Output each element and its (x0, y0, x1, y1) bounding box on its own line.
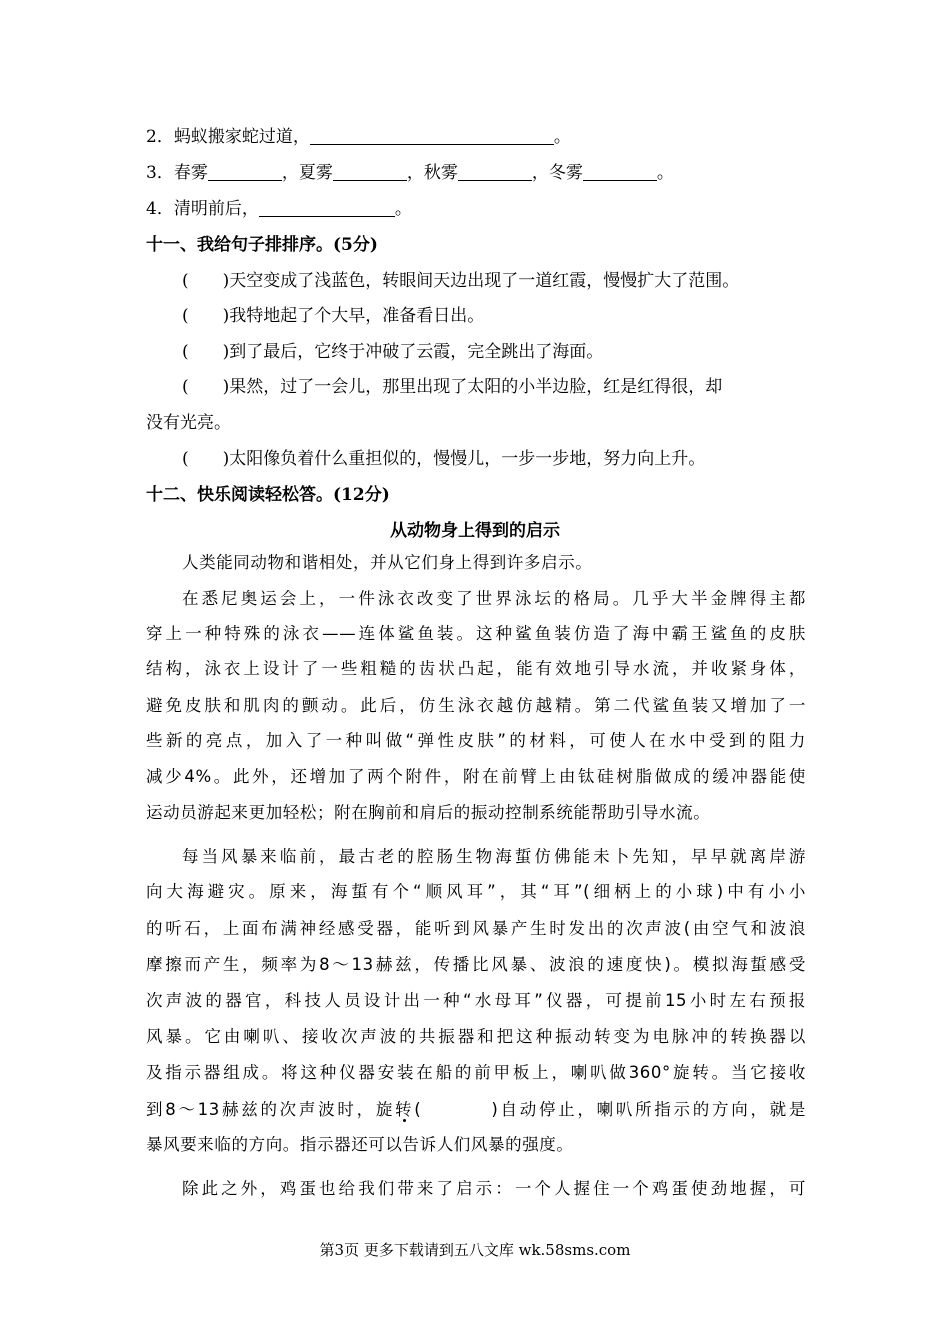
answer-blank[interactable] (259, 198, 395, 217)
article-line: 每当风暴来临前，最古老的腔肠生物海蜇仿佛能未卜先知，早早就离岸游 (182, 847, 806, 866)
article-line: 在悉尼奥运会上，一件泳衣改变了世界泳坛的格局。几乎大半金牌得主都 (182, 589, 806, 608)
answer-blank[interactable] (310, 126, 554, 145)
article-line: 运动员游起来更加轻松；附在胸前和肩后的振动控制系统能帮助引导水流。 (146, 803, 711, 822)
fill-item-2: 2．蚂蚁搬家蛇过道， 。 (146, 127, 571, 147)
section-11-heading: 十一、我给句子排排序。(5分) (146, 235, 378, 255)
answer-blank[interactable] (458, 162, 532, 181)
sort-sentence: ( )天空变成了浅蓝色，转眼间天边出现了一道红霞，慢慢扩大了范围。 (182, 271, 740, 291)
article-line: 穿上一种特殊的泳衣——连体鲨鱼装。这种鲨鱼装仿造了海中霸王鲨鱼的皮肤 (146, 624, 806, 643)
article-line: 减少4%。此外，还增加了两个附件，附在前臂上由钛硅树脂做成的缓冲器能使 (146, 767, 806, 786)
answer-blank[interactable] (583, 162, 657, 181)
article-line: 风暴。它由喇叭、接收次声波的共振器和把这种振动转变为电脉冲的转换器以 (146, 1027, 806, 1046)
article-line: 避免皮肤和肌肉的颤动。此后，仿生泳衣越仿越精。第二代鲨鱼装又增加了一 (146, 696, 806, 715)
article-line-with-blank: 到8～13赫兹的次声波时，旋转( )自动停止，喇叭所指示的方向，就是 (146, 1100, 806, 1119)
sort-sentence: ( )太阳像负着什么重担似的，慢慢儿，一步一步地，努力向上升。 (182, 449, 706, 469)
article-line: 向大海避灾。原来，海蜇有个“顺风耳”，其“耳”(细柄上的小球)中有小小 (146, 882, 806, 901)
answer-blank[interactable] (208, 162, 282, 181)
article-line: 的听石，上面布满神经感受器，能听到风暴产生时发出的次声波(由空气和波浪 (146, 919, 806, 938)
sort-sentence-continuation: 没有光亮。 (146, 413, 231, 433)
sort-sentence: ( )我特地起了个大早，准备看日出。 (182, 306, 485, 326)
page-footer: 第3页 更多下载请到五八文库 wk.58sms.com (319, 1241, 631, 1259)
article-line: 及指示器组成。将这种仪器安装在船的前甲板上，喇叭做360°旋转。当它接收 (146, 1063, 806, 1082)
fill-item-3: 3．春雾 ，夏雾 ，秋雾 ，冬雾 。 (146, 163, 674, 183)
answer-blank[interactable] (333, 162, 407, 181)
sort-sentence: ( )到了最后，它终于冲破了云霞，完全跳出了海面。 (182, 342, 604, 362)
dotted-character: 转 (395, 1100, 415, 1119)
fill-item-4: 4．清明前后， 。 (146, 199, 412, 219)
article-line: 些新的亮点，加入了一种叫做“弹性皮肤”的材料，可使人在水中受到的阻力 (146, 731, 806, 750)
article-line: 暴风要来临的方向。指示器还可以告诉人们风暴的强度。 (146, 1135, 574, 1154)
article-line: 人类能同动物和谐相处，并从它们身上得到许多启示。 (182, 553, 593, 572)
article-line: 除此之外，鸡蛋也给我们带来了启示：一个人握住一个鸡蛋使劲地握，可 (182, 1179, 806, 1198)
article-title: 从动物身上得到的启示 (390, 521, 560, 541)
article-line: 摩擦而产生，频率为8～13赫兹，传播比风暴、波浪的速度快)。模拟海蜇感受 (146, 955, 806, 974)
sort-sentence: ( )果然，过了一会儿，那里出现了太阳的小半边脸，红是红得很，却 (182, 377, 723, 397)
article-line: 次声波的器官，科技人员设计出一种“水母耳”仪器，可提前15小时左右预报 (146, 991, 806, 1010)
article-line: 结构，泳衣上设计了一些粗糙的齿状凸起，能有效地引导水流，并收紧身体， (146, 659, 806, 678)
section-12-heading: 十二、快乐阅读轻松答。(12分) (146, 485, 390, 505)
